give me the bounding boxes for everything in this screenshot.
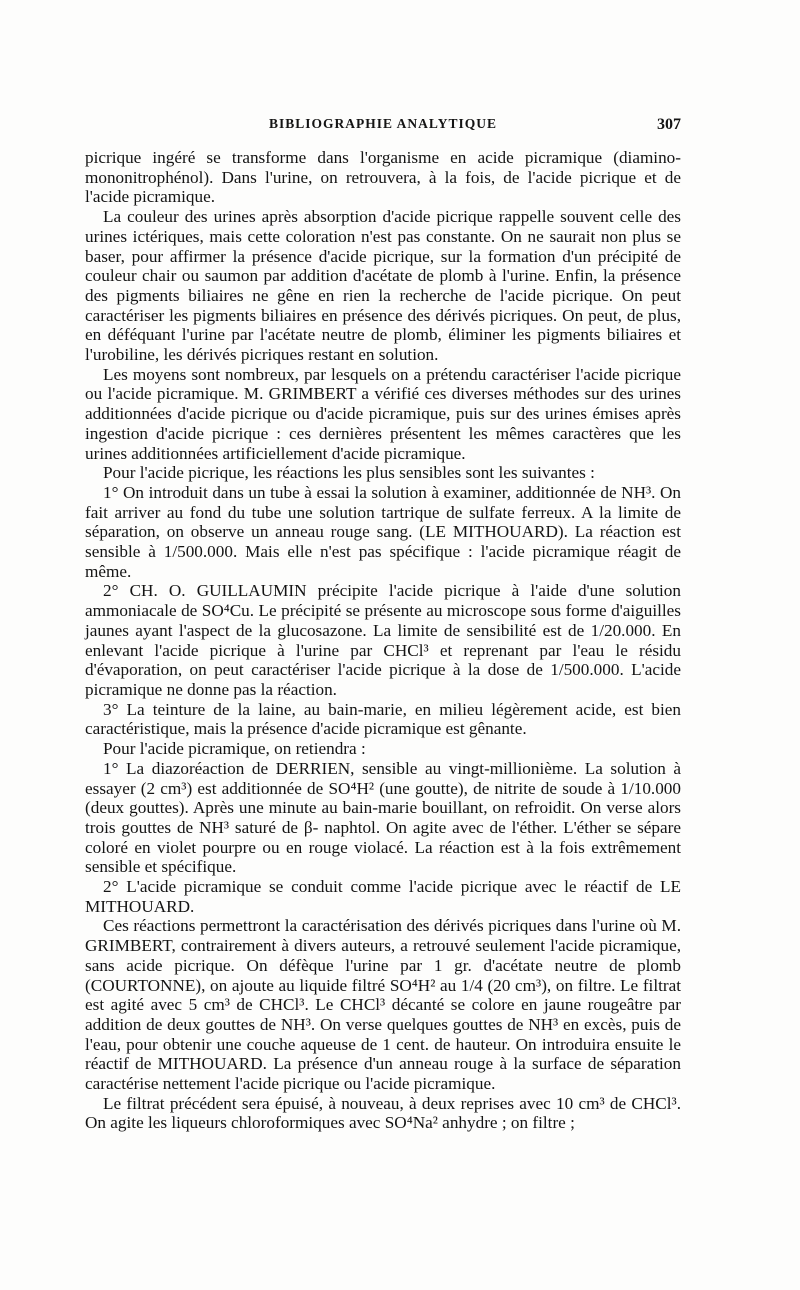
paragraph: picrique ingéré se transforme dans l'organisme en acide picramique (diamino-mononitrophénol). Dans l'urine, on retrouvera, à la fois, de l'acide picrique et de l'acide picramique. bbox=[85, 148, 681, 207]
paragraph: 1° On introduit dans un tube à essai la solution à examiner, additionnée de NH³. On fait arriver au fond du tube une solution tartrique de sulfate ferreux. A la limite de séparation, on observe un anneau rouge sang. (LE MITHOUARD). La réaction est sensible à 1/500.000. Mais elle n'est pas spécifique : l'acide picramique réagit de même. bbox=[85, 482, 681, 581]
body-text bbox=[85, 148, 681, 1133]
paragraph: Pour l'acide picrique, les réactions les plus sensibles sont les suivantes : bbox=[103, 463, 595, 483]
paragraph: Les moyens sont nombreux, par lesquels on a prétendu caractériser l'acide picrique ou l'acide picramique. M. GRIMBERT a vérifié ces diverses méthodes sur des urines additionnées d'acide picrique ou d'acide picramique, puis sur des urines émises après ingestion d'acide picrique : ces dernières présentent les mêmes caractères que les urines additionnées artificiellement d'acide picramique. bbox=[85, 364, 681, 463]
paragraph: Le filtrat précédent sera épuisé, à nouveau, à deux reprises avec 10 cm³ de CHCl³. On agite les liqueurs chloroformiques avec SO⁴Na² anhydre ; on filtre ; bbox=[85, 1093, 681, 1133]
page-number: 307 bbox=[657, 116, 681, 133]
paragraph: 1° La diazoréaction de DERRIEN, sensible au vingt-millionième. La solution à essayer (2 cm³) est additionnée de SO⁴H² (une goutte), de nitrite de soude à 1/10.000 (deux gouttes). Après une minute au bain-marie bouillant, on refroidit. On verse alors trois gouttes de NH³ saturé de β- naphtol. On agite avec de l'éther. L'éther se sépare coloré en violet pourpre ou en rouge violacé. La réaction est à la fois extrêmement sensible et spécifique. bbox=[85, 758, 681, 877]
paragraph: La couleur des urines après absorption d'acide picrique rappelle souvent celle des urines ictériques, mais cette coloration n'est pas constante. On ne saurait non plus se baser, pour affirmer la présence d'acide picrique, sur la formation d'un précipité de couleur chair ou saumon par addition d'acétate de plomb à l'urine. Enfin, la présence des pigments biliaires ne gêne en rien la recherche de l'acide picrique. On peut caractériser les pigments biliaires en présence des dérivés picriques. On peut, de plus, en déféquant l'urine par l'acétate neutre de plomb, éliminer les pigments biliaires et l'urobiline, les dérivés picriques restant en solution. bbox=[85, 207, 681, 365]
paragraph: Pour l'acide picramique, on retiendra : bbox=[103, 739, 366, 759]
running-title: BIBLIOGRAPHIE ANALYTIQUE bbox=[269, 116, 497, 131]
paragraph: Ces réactions permettront la caractérisation des dérivés picriques dans l'urine où M. GRIMBERT, contrairement à divers auteurs, a retrouvé seulement l'acide picramique, sans acide picrique. On défèque l'urine par 1 gr. d'acétate neutre de plomb (COURTONNE), on ajoute au liquide filtré SO⁴H² au 1/4 (20 cm³), on filtre. Le filtrat est agité avec 5 cm³ de CHCl³. Le CHCl³ décanté se colore en jaune rougeâtre par addition de deux gouttes de NH³. On verse quelques gouttes de NH³ en excès, puis de l'eau, pour obtenir une couche aqueuse de 1 cent. de hauteur. On introduira ensuite le réactif de MITHOUARD. La présence d'un anneau rouge à la surface de séparation caractérise nettement l'acide picrique ou l'acide picramique. bbox=[85, 916, 681, 1094]
page-header bbox=[85, 116, 681, 138]
paragraph: 2° CH. O. GUILLAUMIN précipite l'acide picrique à l'aide d'une solution ammoniacale de SO⁴Cu. Le précipité se présente au microscope sous forme d'aiguilles jaunes ayant l'aspect de la glucosazone. La limite de sensibilité est de 1/20.000. En enlevant l'acide picrique à l'urine par CHCl³ et reprenant par l'eau le résidu d'évaporation, on peut caractériser l'acide picrique à la dose de 1/500.000. L'acide picramique ne donne pas la réaction. bbox=[85, 581, 681, 699]
paragraph: 3° La teinture de la laine, au bain-marie, en milieu légèrement acide, est bien caractéristique, mais la présence d'acide picramique est gênante. bbox=[85, 699, 681, 739]
paragraph: 2° L'acide picramique se conduit comme l'acide picrique avec le réactif de LE MITHOUARD. bbox=[85, 877, 681, 916]
